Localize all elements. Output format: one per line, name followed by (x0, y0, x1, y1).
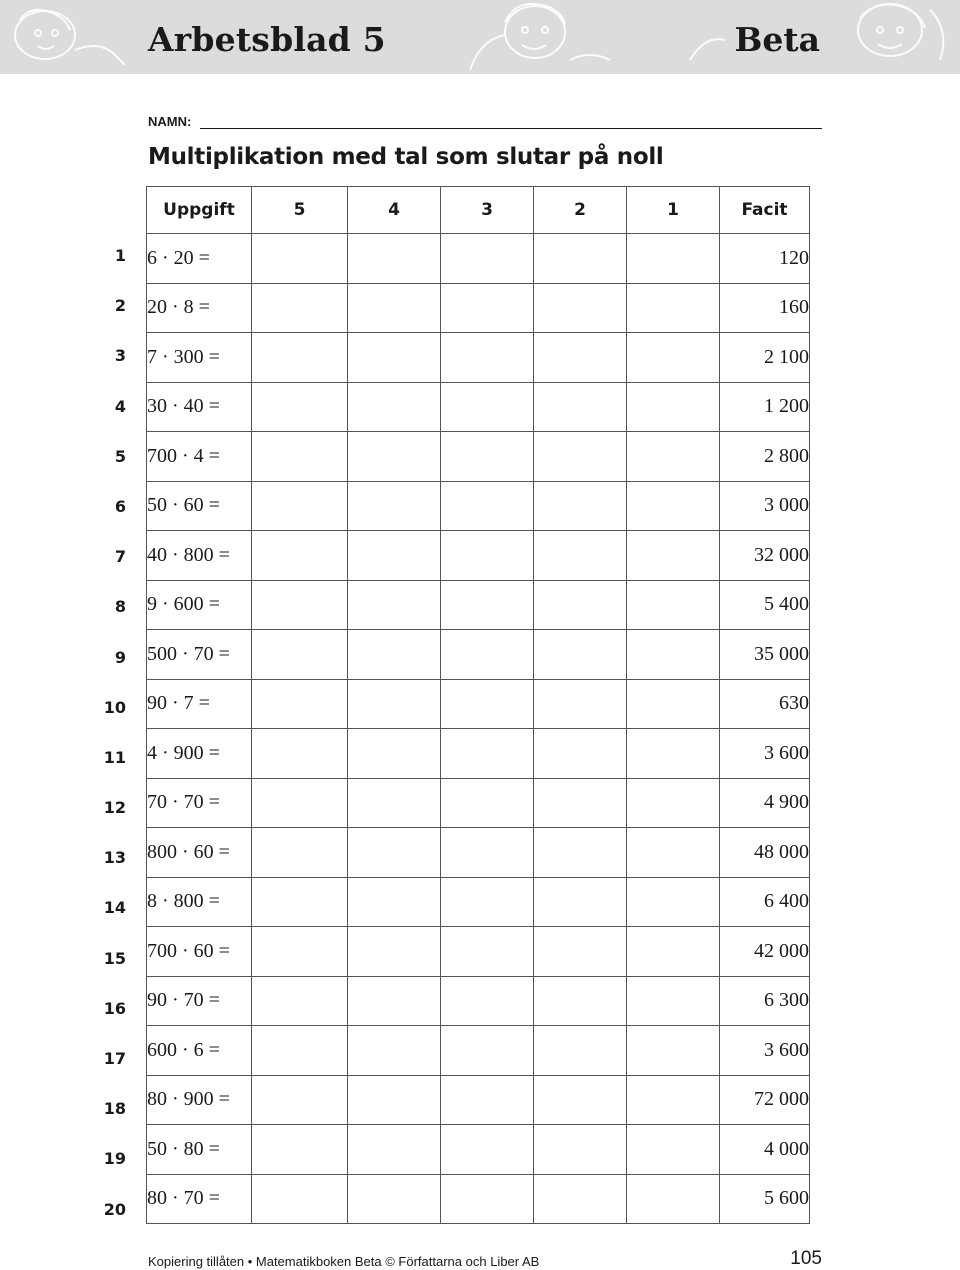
answer-box-level-2 (534, 481, 627, 531)
answer-box-level-2 (534, 580, 627, 630)
row-number: 20 (103, 1199, 126, 1219)
table-row (147, 580, 810, 630)
answer-box-level-3 (441, 877, 534, 927)
task-cell: 6 · 20 = (147, 234, 252, 284)
answer-box-level-1 (627, 976, 720, 1026)
table-row (147, 976, 810, 1026)
row-number: 18 (103, 1099, 126, 1119)
level-title: Beta (734, 20, 820, 59)
answer-box-level-5 (252, 679, 348, 729)
answer-box-level-1 (627, 729, 720, 779)
answer-box-level-3 (441, 580, 534, 630)
header-level-5: 5 (252, 187, 348, 234)
table-row (147, 283, 810, 333)
task-cell: 30 · 40 = (147, 382, 252, 432)
row-number-column (96, 233, 126, 1237)
table-row (147, 729, 810, 779)
answer-box-level-4 (348, 778, 441, 828)
answer-box-level-1 (627, 1026, 720, 1076)
answer-box-level-3 (441, 1075, 534, 1125)
row-number: 8 (114, 597, 126, 617)
facit-cell: 6 300 (720, 976, 810, 1026)
answer-box-level-5 (252, 382, 348, 432)
header-uppgift: Uppgift (147, 187, 252, 234)
facit-cell: 120 (720, 234, 810, 284)
row-number: 6 (114, 496, 126, 516)
answer-box-level-5 (252, 1174, 348, 1224)
answer-box-level-2 (534, 333, 627, 383)
task-cell: 90 · 70 = (147, 976, 252, 1026)
page-subtitle: Multiplikation med tal som slutar på noll (148, 144, 664, 170)
answer-box-level-4 (348, 1125, 441, 1175)
answer-box-level-2 (534, 729, 627, 779)
answer-box-level-3 (441, 630, 534, 680)
header-level-2: 2 (534, 187, 627, 234)
answer-box-level-4 (348, 877, 441, 927)
task-cell: 80 · 900 = (147, 1075, 252, 1125)
answer-box-level-1 (627, 432, 720, 482)
answer-box-level-2 (534, 828, 627, 878)
answer-box-level-3 (441, 481, 534, 531)
answer-box-level-3 (441, 283, 534, 333)
answer-box-level-1 (627, 1125, 720, 1175)
page-number: 105 (790, 1248, 822, 1269)
answer-box-level-3 (441, 729, 534, 779)
answer-box-level-5 (252, 976, 348, 1026)
answer-box-level-5 (252, 580, 348, 630)
header-level-1: 1 (627, 187, 720, 234)
exercise-table (146, 186, 810, 1224)
answer-box-level-5 (252, 778, 348, 828)
answer-box-level-2 (534, 382, 627, 432)
answer-box-level-4 (348, 333, 441, 383)
table-row (147, 1174, 810, 1224)
row-number: 15 (103, 948, 126, 968)
table-row (147, 828, 810, 878)
answer-box-level-3 (441, 432, 534, 482)
facit-cell: 160 (720, 283, 810, 333)
answer-box-level-2 (534, 283, 627, 333)
table-row (147, 927, 810, 977)
name-label: NAMN: (148, 114, 192, 129)
answer-box-level-4 (348, 432, 441, 482)
answer-box-level-1 (627, 531, 720, 581)
table-row (147, 1125, 810, 1175)
answer-box-level-3 (441, 333, 534, 383)
answer-box-level-3 (441, 234, 534, 284)
task-cell: 40 · 800 = (147, 531, 252, 581)
answer-box-level-1 (627, 630, 720, 680)
answer-box-level-1 (627, 481, 720, 531)
answer-box-level-5 (252, 828, 348, 878)
answer-box-level-1 (627, 1174, 720, 1224)
answer-box-level-4 (348, 234, 441, 284)
facit-cell: 3 000 (720, 481, 810, 531)
name-write-line (200, 128, 822, 129)
answer-box-level-2 (534, 531, 627, 581)
answer-box-level-5 (252, 234, 348, 284)
answer-box-level-4 (348, 481, 441, 531)
table-row (147, 778, 810, 828)
answer-box-level-1 (627, 828, 720, 878)
answer-box-level-2 (534, 877, 627, 927)
answer-box-level-4 (348, 976, 441, 1026)
answer-box-level-4 (348, 1174, 441, 1224)
facit-cell: 3 600 (720, 1026, 810, 1076)
answer-box-level-4 (348, 1026, 441, 1076)
answer-box-level-5 (252, 877, 348, 927)
header-banner (0, 0, 960, 74)
row-number: 14 (103, 898, 126, 918)
answer-box-level-5 (252, 432, 348, 482)
facit-cell: 72 000 (720, 1075, 810, 1125)
task-cell: 9 · 600 = (147, 580, 252, 630)
answer-box-level-1 (627, 927, 720, 977)
task-cell: 50 · 60 = (147, 481, 252, 531)
answer-box-level-4 (348, 679, 441, 729)
answer-box-level-2 (534, 432, 627, 482)
table-row (147, 1026, 810, 1076)
answer-box-level-5 (252, 927, 348, 977)
answer-box-level-3 (441, 778, 534, 828)
answer-box-level-2 (534, 630, 627, 680)
table-row (147, 382, 810, 432)
answer-box-level-1 (627, 234, 720, 284)
answer-box-level-3 (441, 1174, 534, 1224)
answer-box-level-4 (348, 531, 441, 581)
table-row (147, 234, 810, 284)
table-row (147, 432, 810, 482)
row-number: 10 (103, 697, 126, 717)
facit-cell: 4 000 (720, 1125, 810, 1175)
task-cell: 70 · 70 = (147, 778, 252, 828)
header-facit: Facit (720, 187, 810, 234)
row-number: 7 (114, 547, 126, 567)
answer-box-level-1 (627, 1075, 720, 1125)
answer-box-level-5 (252, 630, 348, 680)
row-number: 13 (103, 848, 126, 868)
answer-box-level-5 (252, 283, 348, 333)
answer-box-level-4 (348, 382, 441, 432)
answer-box-level-4 (348, 1075, 441, 1125)
answer-box-level-1 (627, 778, 720, 828)
answer-box-level-2 (534, 976, 627, 1026)
answer-box-level-5 (252, 1026, 348, 1076)
facit-cell: 42 000 (720, 927, 810, 977)
answer-box-level-3 (441, 927, 534, 977)
answer-box-level-5 (252, 1075, 348, 1125)
task-cell: 500 · 70 = (147, 630, 252, 680)
row-number: 16 (103, 998, 126, 1018)
row-number: 19 (103, 1149, 126, 1169)
answer-box-level-1 (627, 679, 720, 729)
facit-cell: 2 800 (720, 432, 810, 482)
table-row (147, 531, 810, 581)
task-cell: 80 · 70 = (147, 1174, 252, 1224)
answer-box-level-1 (627, 283, 720, 333)
row-number: 17 (103, 1049, 126, 1068)
answer-box-level-3 (441, 382, 534, 432)
answer-box-level-1 (627, 333, 720, 383)
answer-box-level-5 (252, 481, 348, 531)
answer-box-level-3 (441, 828, 534, 878)
row-number: 5 (114, 446, 126, 466)
answer-box-level-3 (441, 1026, 534, 1076)
task-cell: 8 · 800 = (147, 877, 252, 927)
facit-cell: 1 200 (720, 382, 810, 432)
answer-box-level-2 (534, 927, 627, 977)
header-level-4: 4 (348, 187, 441, 234)
table-row (147, 333, 810, 383)
answer-box-level-5 (252, 729, 348, 779)
table-row (147, 630, 810, 680)
task-cell: 50 · 80 = (147, 1125, 252, 1175)
facit-cell: 2 100 (720, 333, 810, 383)
answer-box-level-5 (252, 333, 348, 383)
task-cell: 20 · 8 = (147, 283, 252, 333)
answer-box-level-2 (534, 679, 627, 729)
facit-cell: 35 000 (720, 630, 810, 680)
task-cell: 90 · 7 = (147, 679, 252, 729)
answer-box-level-1 (627, 877, 720, 927)
facit-cell: 4 900 (720, 778, 810, 828)
row-number: 9 (114, 647, 126, 667)
answer-box-level-3 (441, 976, 534, 1026)
facit-cell: 5 600 (720, 1174, 810, 1224)
answer-box-level-1 (627, 580, 720, 630)
row-number: 4 (114, 396, 126, 416)
table-row (147, 481, 810, 531)
row-number: 11 (103, 747, 126, 767)
row-number: 2 (114, 296, 126, 316)
facit-cell: 6 400 (720, 877, 810, 927)
task-cell: 4 · 900 = (147, 729, 252, 779)
task-cell: 700 · 4 = (147, 432, 252, 482)
table-row (147, 1075, 810, 1125)
answer-box-level-5 (252, 531, 348, 581)
table-row (147, 679, 810, 729)
task-cell: 7 · 300 = (147, 333, 252, 383)
answer-box-level-4 (348, 580, 441, 630)
worksheet-title: Arbetsblad 5 (148, 20, 386, 59)
answer-box-level-3 (441, 679, 534, 729)
answer-box-level-4 (348, 630, 441, 680)
answer-box-level-5 (252, 1125, 348, 1175)
name-field (148, 114, 822, 134)
answer-box-level-2 (534, 1125, 627, 1175)
facit-cell: 48 000 (720, 828, 810, 878)
facit-cell: 32 000 (720, 531, 810, 581)
task-cell: 800 · 60 = (147, 828, 252, 878)
answer-box-level-2 (534, 1026, 627, 1076)
row-number: 12 (103, 798, 126, 818)
answer-box-level-3 (441, 1125, 534, 1175)
answer-box-level-2 (534, 234, 627, 284)
answer-box-level-4 (348, 927, 441, 977)
footer-copyright: Kopiering tillåten • Matematikboken Beta © Författarna och Liber AB (148, 1254, 540, 1269)
answer-box-level-4 (348, 729, 441, 779)
facit-cell: 630 (720, 679, 810, 729)
task-cell: 700 · 60 = (147, 927, 252, 977)
answer-box-level-4 (348, 828, 441, 878)
header-level-3: 3 (441, 187, 534, 234)
row-number: 1 (114, 246, 126, 265)
answer-box-level-4 (348, 283, 441, 333)
answer-box-level-2 (534, 1174, 627, 1224)
task-cell: 600 · 6 = (147, 1026, 252, 1076)
table-row (147, 877, 810, 927)
table-header-row (147, 187, 810, 234)
answer-box-level-1 (627, 382, 720, 432)
facit-cell: 5 400 (720, 580, 810, 630)
answer-box-level-2 (534, 1075, 627, 1125)
answer-box-level-2 (534, 778, 627, 828)
answer-box-level-3 (441, 531, 534, 581)
facit-cell: 3 600 (720, 729, 810, 779)
row-number: 3 (114, 346, 126, 366)
